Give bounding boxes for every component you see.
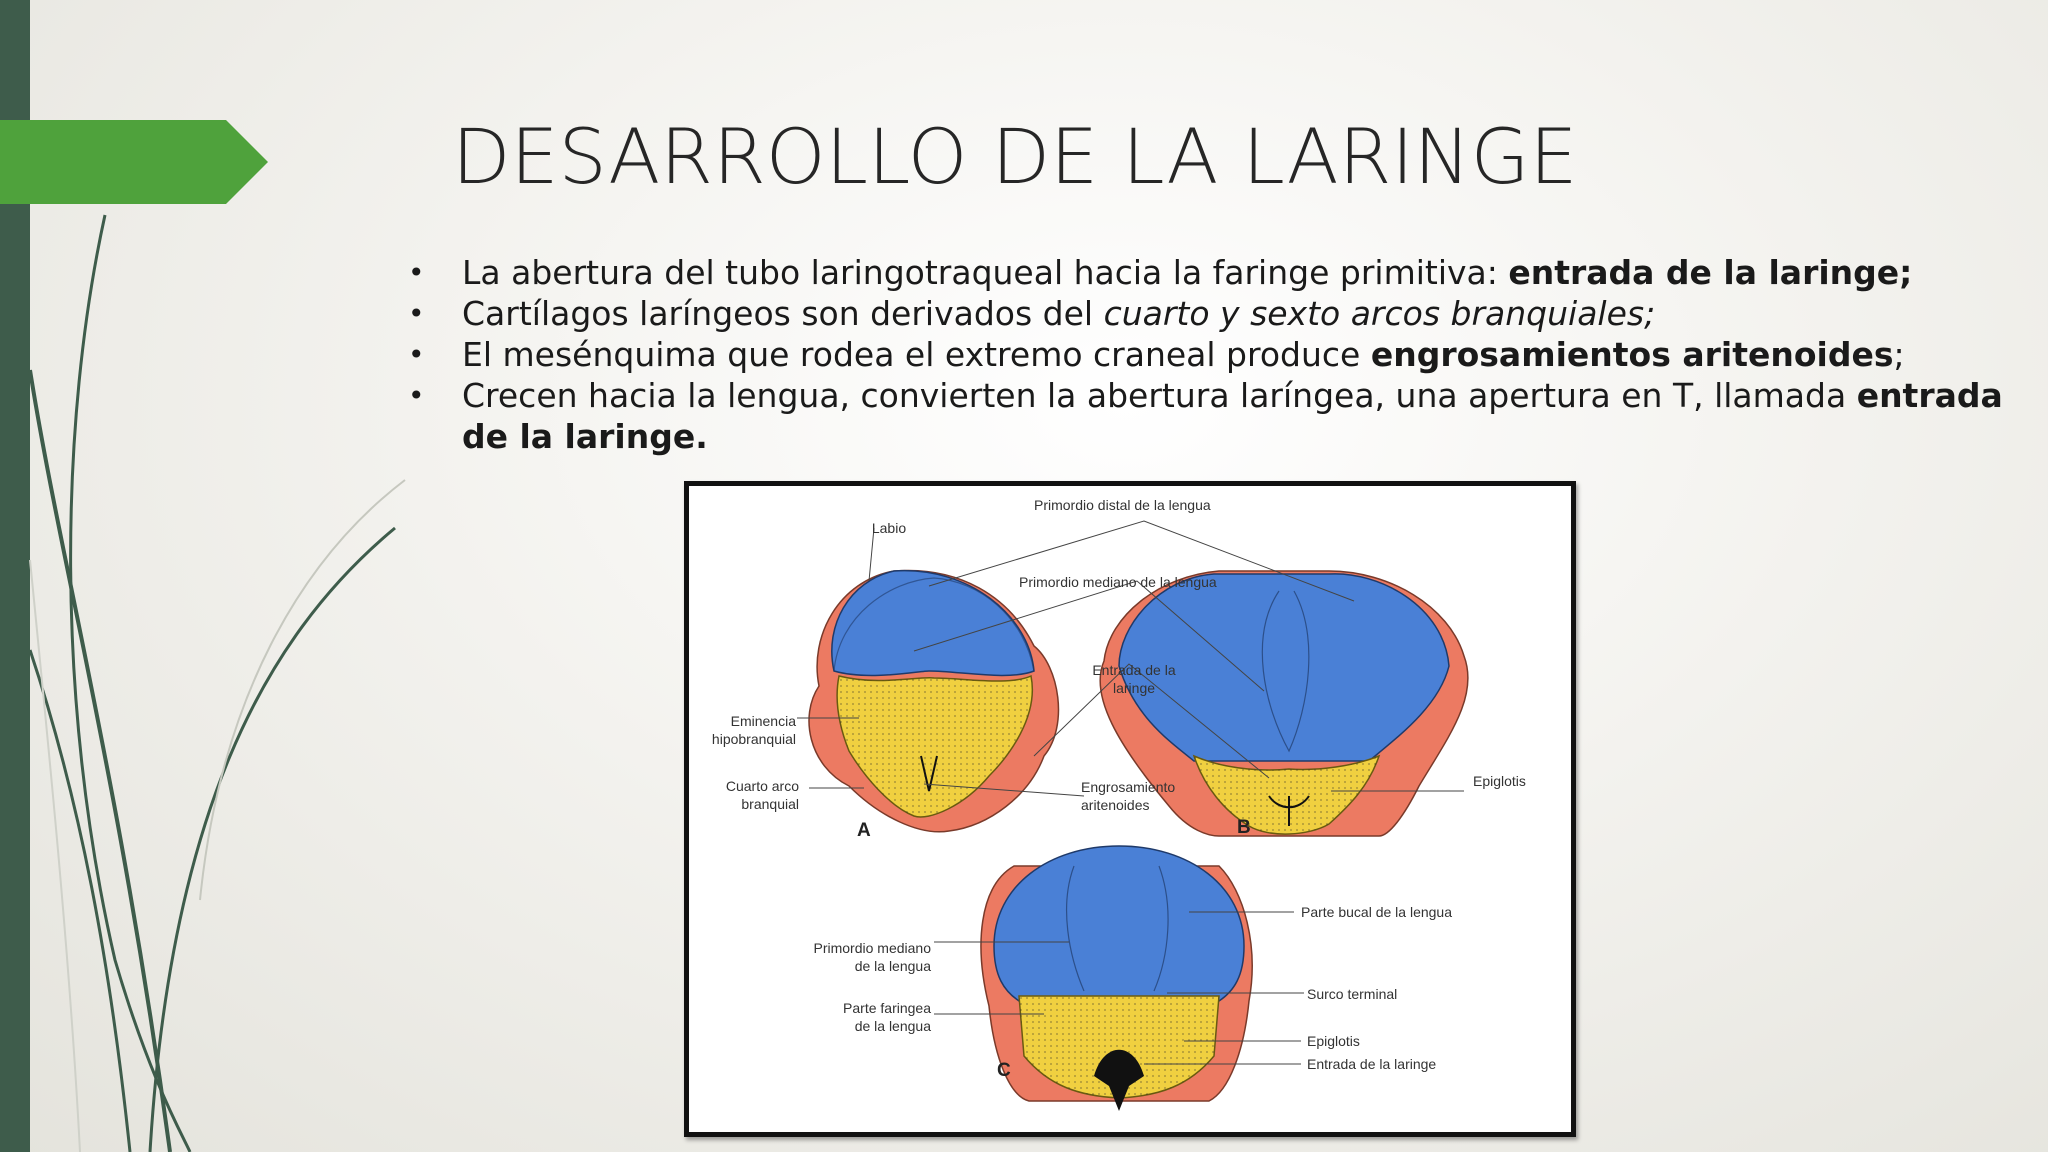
label-cuarto-arco-2: branquial [741,796,799,812]
label-parte-faringea-2: de la lengua [854,1018,931,1034]
label-parte-bucal: Parte bucal de la lengua [1301,904,1452,920]
panel-a-letter: A [857,820,871,841]
label-entrada-laringe-c: Entrada de la laringe [1307,1056,1437,1072]
label-engrosamiento-2: aritenoides [1081,797,1150,813]
bullet-italic-text: cuarto y sexto arcos branquiales; [1103,294,1656,333]
label-entrada-laringe-2: laringe [1112,680,1156,696]
title-arrow-tab [0,120,268,204]
label-eminencia-1: Eminencia [730,713,796,729]
label-entrada-laringe-1: Entrada de la [1092,662,1176,678]
label-labio: Labio [871,520,907,536]
bullet-list [408,252,2008,457]
label-parte-faringea-1: Parte faringea [843,1000,931,1016]
bullet-item [408,375,2008,457]
larynx-development-figure [684,481,1576,1137]
bullet-text: El mesénquima que rodea el extremo craneal produce [462,335,1371,374]
label-surco-terminal: Surco terminal [1307,986,1398,1002]
bullet-bold-text: entrada de la laringe. [462,376,2003,456]
label-primordio-mediano: Primordio mediano de la lengua [1019,574,1217,590]
bullet-text: La abertura del tubo laringotraqueal hacia la faringe primitiva: [462,253,1509,292]
panel-b-letter: B [1237,817,1251,838]
label-cuarto-arco-1: Cuarto arco [725,778,799,794]
label-primordio-mediano-c-2: de la lengua [854,958,931,974]
label-eminencia-2: hipobranquial [711,731,796,747]
bullet-bold-text: entrada de la laringe; [1508,253,1913,292]
label-epiglotis-c: Epiglotis [1307,1033,1360,1049]
label-epiglotis-b: Epiglotis [1473,773,1526,789]
panel-b-drawing [1100,571,1468,838]
bullet-item [408,293,2008,334]
larynx-diagram [689,486,1571,1132]
label-engrosamiento-1: Engrosamiento [1081,779,1176,795]
label-primordio-mediano-c-1: Primordio mediano [813,940,931,956]
slide-title: DESARROLLO DE LA LARINGE [452,112,1578,201]
bullet-bold-text: engrosamientos aritenoides [1370,335,1894,374]
bullet-text: Cartílagos laríngeos son derivados del [462,294,1104,333]
panel-c-drawing [981,846,1252,1111]
bullet-item [408,334,2008,375]
bullet-text: ; [1893,335,1905,374]
label-primordio-distal: Primordio distal de la lengua [1034,497,1211,513]
panel-a-drawing [809,570,1058,841]
bullet-item [408,252,2008,293]
panel-c-letter: C [997,1060,1011,1081]
bullet-text: Crecen hacia la lengua, convierten la abertura laríngea, una apertura en T, llamada [462,376,1857,415]
